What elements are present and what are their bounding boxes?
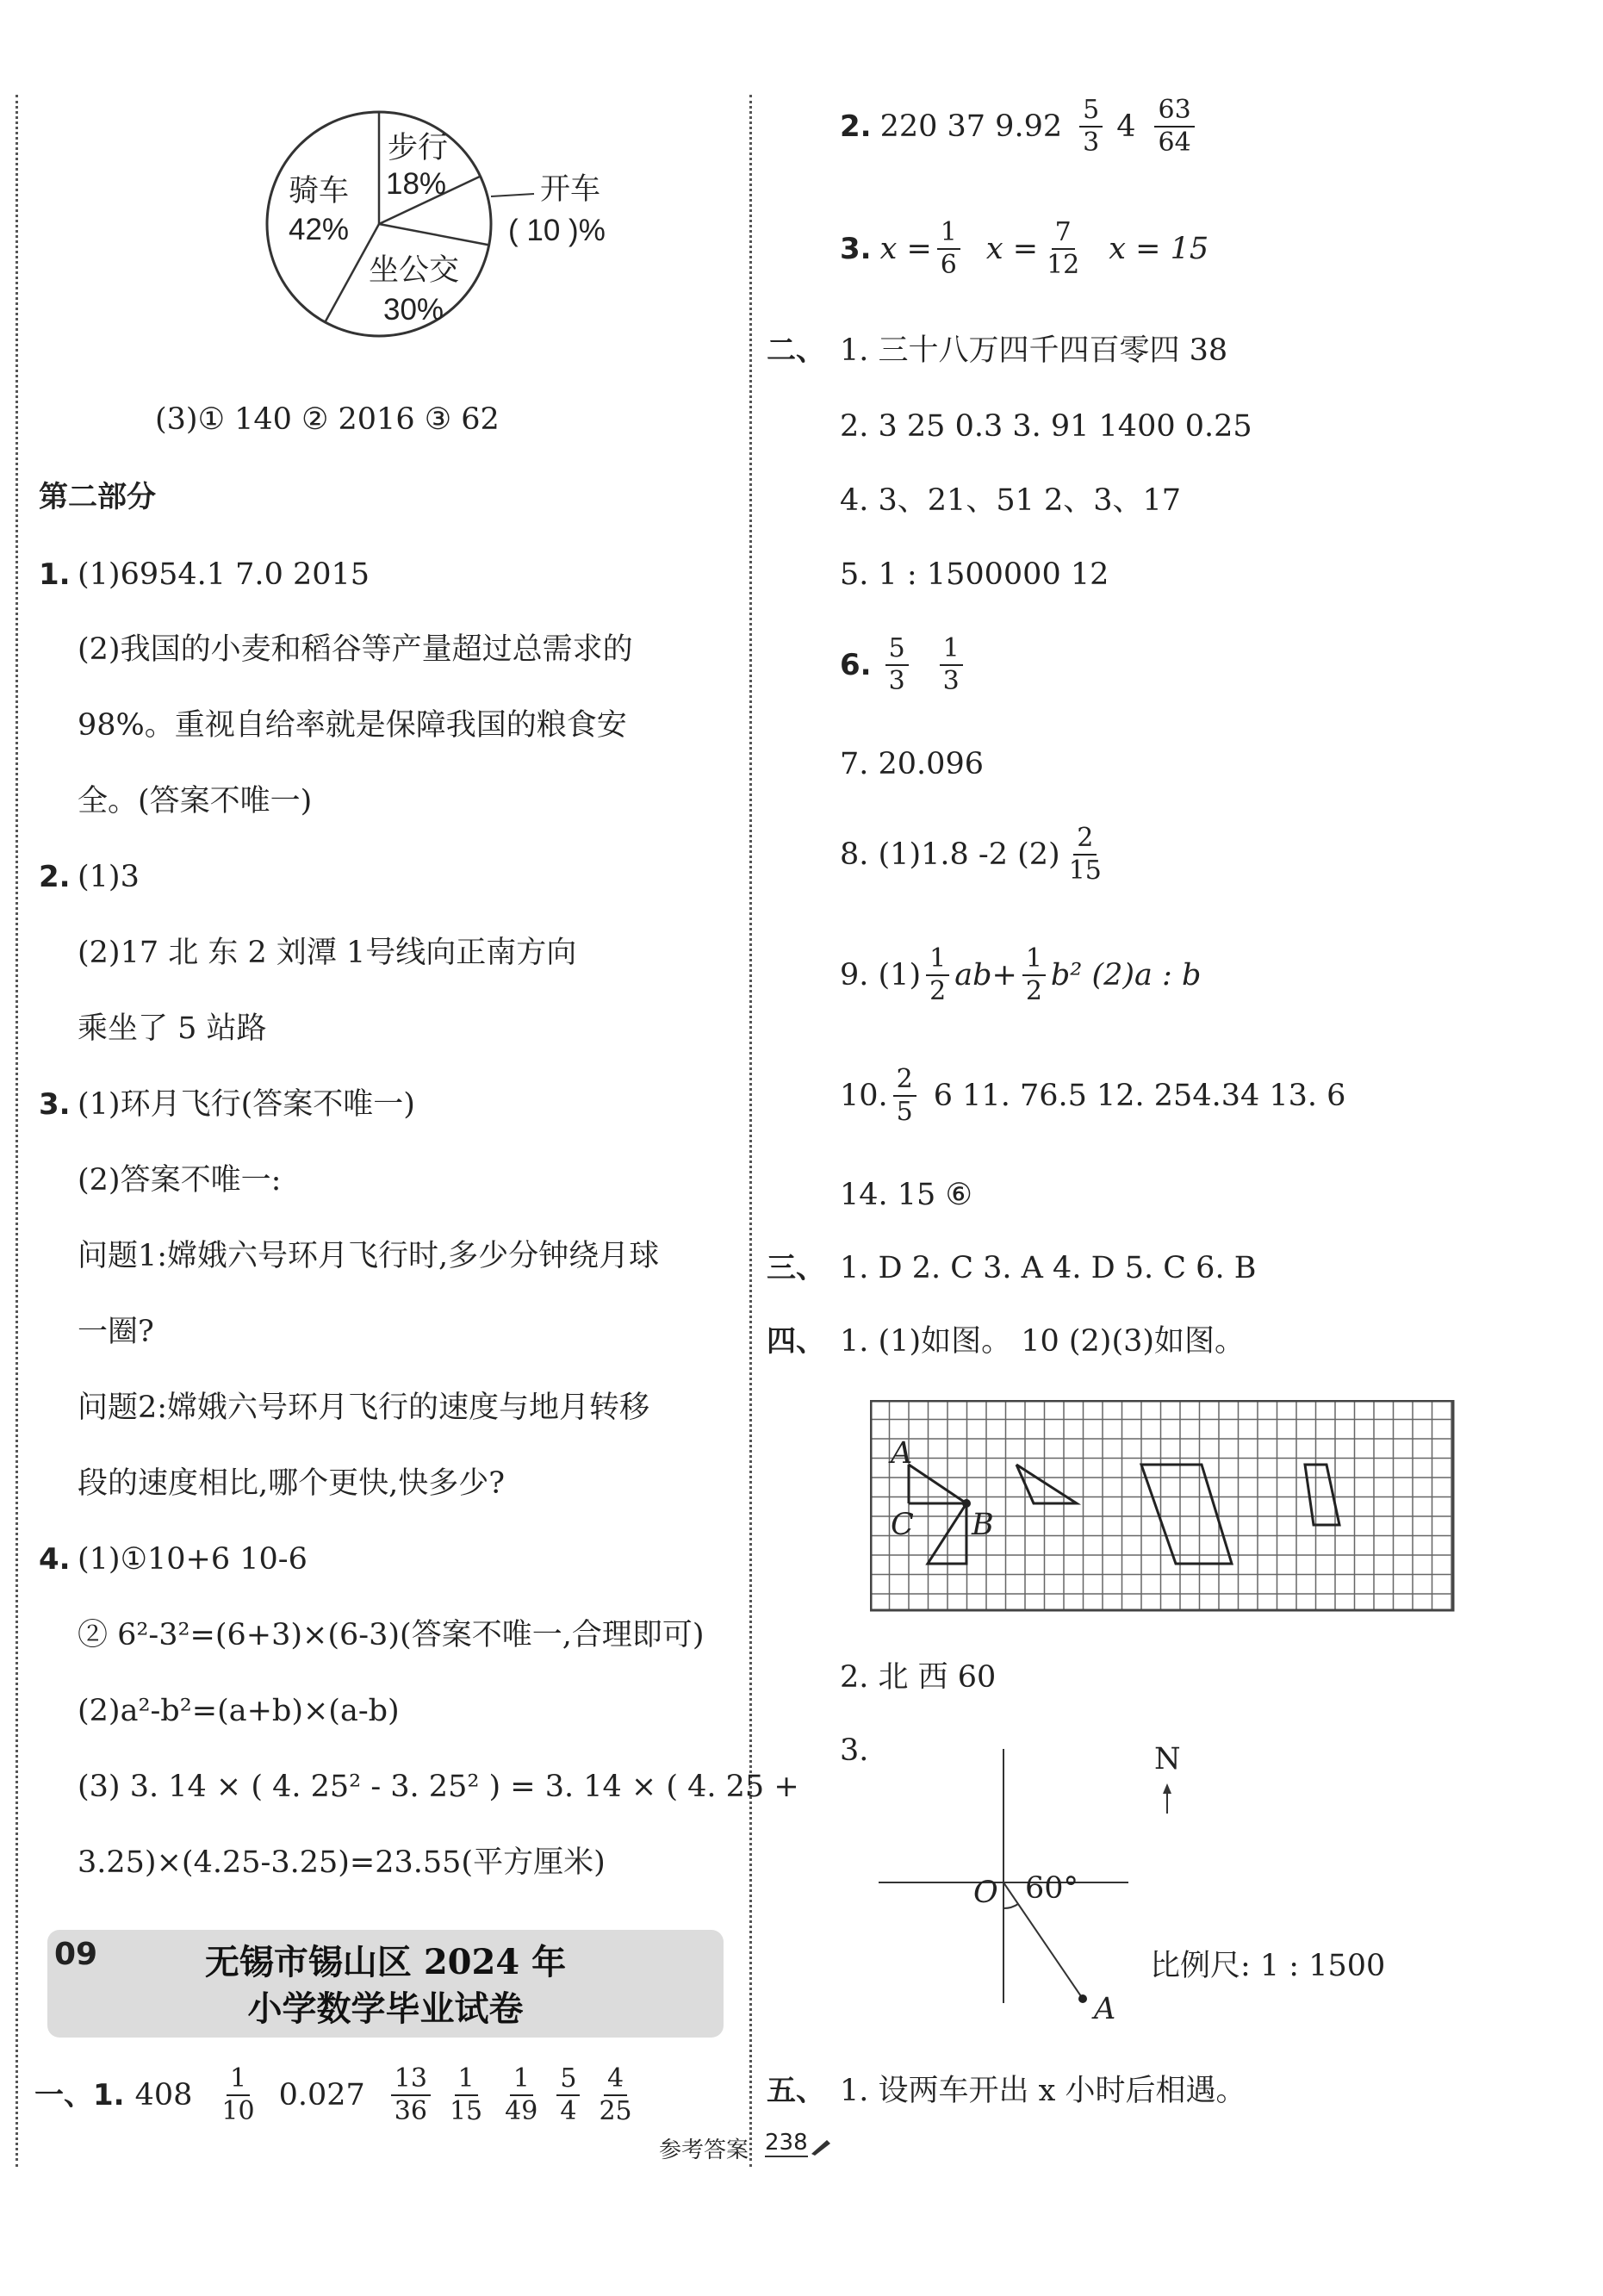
s2-5: 5. 1 : 1500000 12 [840, 557, 1109, 592]
s2-9-b: b² (2)a : b [1050, 958, 1202, 992]
footer-page: 238 [765, 2130, 808, 2156]
s2-6 [840, 633, 968, 697]
s2-6-num: 6. [840, 648, 872, 682]
p4-num: 4. [39, 1542, 71, 1577]
s3-line: 1. D 2. C 3. A 4. D 5. C 6. B [840, 1251, 1257, 1285]
sec1-frac6: $\frac{4}{25}$ [599, 2063, 632, 2126]
r3-frac2: $\frac{7}{12}$ [1047, 217, 1080, 280]
pie-value-bike: 42% [289, 213, 350, 246]
s2-9-a: 9. (1) [840, 958, 922, 992]
q3-answer-line: (3)① 140 ② 2016 ③ 62 [155, 402, 500, 437]
s2-8-a: 8. (1)1.8 -2 (2) [840, 837, 1060, 872]
pencil-icon [810, 2137, 834, 2157]
p3-a: (1)环月飞行(答案不唯一) [78, 1087, 415, 1122]
p4-a: (1)①10+6 10-6 [78, 1542, 308, 1577]
compass-N: N [1154, 1742, 1181, 1776]
s4-2: 2. 北 西 60 [840, 1660, 997, 1695]
s2-7: 7. 20.096 [840, 747, 984, 781]
r2-frac2: $\frac{63}{64}$ [1154, 95, 1194, 159]
compass-O: O [973, 1876, 998, 1910]
p2-b2: 乘坐了 5 站路 [78, 1011, 267, 1046]
sec1-num: 1. [93, 2078, 125, 2112]
sec1-frac5: $\frac{5}{4}$ [556, 2063, 580, 2127]
s2-8 [840, 823, 1110, 887]
grid-label-C: C [891, 1508, 914, 1542]
p1-b3: 全。(答案不唯一) [78, 784, 313, 818]
pie-value-drive: ( 10 )% [508, 214, 606, 247]
s4-1: 1. (1)如图。 10 (2)(3)如图。 [840, 1324, 1246, 1359]
sec1-v2: 0.027 [278, 2078, 365, 2112]
p1-a: (1)6954.1 7.0 2015 [78, 557, 370, 592]
r3-frac1: $\frac{1}{6}$ [937, 217, 960, 281]
r3-x1: x = [879, 232, 932, 266]
s2-2: 2. 3 25 0.3 3. 91 1400 0.25 [840, 409, 1252, 444]
left-margin-line [16, 95, 18, 2167]
sec1-frac3: $\frac{1}{15}$ [449, 2063, 483, 2126]
r2-frac1: $\frac{5}{3}$ [1079, 95, 1103, 159]
banner-title-line2: 小学数学毕业试卷 [247, 1988, 524, 2029]
sec1-v1: 408 [134, 2078, 193, 2112]
sec1-label: 一、 [34, 2078, 93, 2112]
s2-9-frac1: $\frac{1}{2}$ [926, 943, 949, 1007]
p3-d1: 问题2:嫦娥六号环月飞行的速度与地月转移 [78, 1391, 650, 1425]
p1-num: 1. [39, 557, 71, 592]
pie-label-walk: 步行 [388, 131, 449, 165]
p3-num: 3. [39, 1087, 71, 1122]
r2-b: 4 [1116, 109, 1136, 144]
p4-d1: (3) 3. 14 × ( 4. 25² - 3. 25² ) = 3. 14 × ( 4. 25 + [78, 1770, 799, 1804]
r2-line [840, 95, 1200, 159]
sec1-frac4: $\frac{1}{49}$ [505, 2063, 538, 2126]
s2-9 [840, 943, 1201, 1007]
p3-b: (2)答案不唯一: [78, 1163, 282, 1198]
exam-title-banner [47, 1930, 724, 2038]
s2-10-b: 6 11. 76.5 12. 254.34 13. 6 [933, 1079, 1346, 1113]
p2-a: (1)3 [78, 860, 140, 894]
p3-d2: 段的速度相比,哪个更快,快多少? [78, 1466, 506, 1501]
r2-num: 2. [840, 109, 872, 144]
p4-d2: 3.25)×(4.25-3.25)=23.55(平方厘米) [78, 1845, 606, 1880]
scale-label: 比例尺: 1 : 1500 [1150, 1949, 1386, 1983]
s5-label: 五、 [767, 2074, 825, 2108]
s2-10-a: 10. [840, 1079, 888, 1113]
s3-label: 三、 [767, 1251, 825, 1285]
pie-value-walk: 18% [386, 167, 447, 201]
s2-14: 14. 15 ⑥ [840, 1178, 972, 1212]
pie-callout-drive [491, 194, 534, 196]
r3-line [840, 217, 1208, 281]
part2-title: 第二部分 [39, 480, 156, 514]
r3-x2: x = [985, 232, 1039, 266]
s4-label: 四、 [767, 1324, 825, 1359]
p2-b1: (2)17 北 东 2 刘潭 1号线向正南方向 [78, 936, 577, 970]
pie-value-bus: 30% [383, 293, 444, 327]
r2-a: 220 37 9.92 [879, 109, 1063, 144]
s2-9-m: ab+ [954, 958, 1017, 992]
r3-x3: x = 15 [1109, 232, 1209, 266]
p3-c1: 问题1:嫦娥六号环月飞行时,多少分钟绕月球 [78, 1239, 660, 1273]
p1-b2: 98%。重视自给率就是保障我国的粮食安 [78, 708, 627, 743]
s2-6-frac1: $\frac{5}{3}$ [885, 633, 909, 697]
p2-num: 2. [39, 860, 71, 894]
s2-label: 二、 [767, 333, 825, 368]
sec1-line [34, 2063, 641, 2127]
sec1-frac1: $\frac{1}{10}$ [221, 2063, 255, 2126]
pie-slice-boundary-坐公交 [379, 224, 489, 245]
r3-num: 3. [840, 232, 872, 266]
grid-label-B: B [972, 1508, 994, 1542]
compass-angle: 60° [1025, 1871, 1079, 1906]
s2-8-frac: $\frac{2}{15}$ [1068, 823, 1102, 886]
pie-label-bus: 坐公交 [369, 253, 460, 288]
p4-b: ② 6²-3²=(6+3)×(6-3)(答案不唯一,合理即可) [78, 1618, 705, 1652]
p4-c: (2)a²-b²=(a+b)×(a-b) [78, 1694, 400, 1728]
column-divider [749, 95, 752, 2167]
s2-1: 1. 三十八万四千四百零四 38 [840, 333, 1228, 368]
footer-label: 参考答案 [659, 2137, 749, 2163]
s2-10-frac: $\frac{2}{5}$ [893, 1064, 916, 1128]
pie-label-bike: 骑车 [289, 174, 350, 208]
s2-4: 4. 3、21、51 2、3、17 [840, 483, 1182, 518]
pie-label-drive: 开车 [540, 172, 601, 207]
p3-c2: 一圈? [78, 1315, 154, 1349]
grid-label-A: A [891, 1436, 913, 1471]
s2-10 [840, 1064, 1345, 1128]
sec1-frac2: $\frac{13}{36}$ [391, 2063, 431, 2127]
grid-figure [870, 1400, 1456, 1615]
s2-6-frac2: $\frac{1}{3}$ [940, 633, 963, 697]
s4-3: 3. [840, 1733, 869, 1768]
banner-title-line1: 无锡市锡山区 2024 年 [204, 1942, 567, 1982]
s2-9-frac2: $\frac{1}{2}$ [1022, 943, 1046, 1007]
s5-1: 1. 设两车开出 x 小时后相遇。 [840, 2074, 1246, 2108]
compass-A: A [1094, 1992, 1116, 2026]
p1-b1: (2)我国的小麦和稻谷等产量超过总需求的 [78, 632, 633, 667]
banner-number: 09 [54, 1937, 98, 1972]
